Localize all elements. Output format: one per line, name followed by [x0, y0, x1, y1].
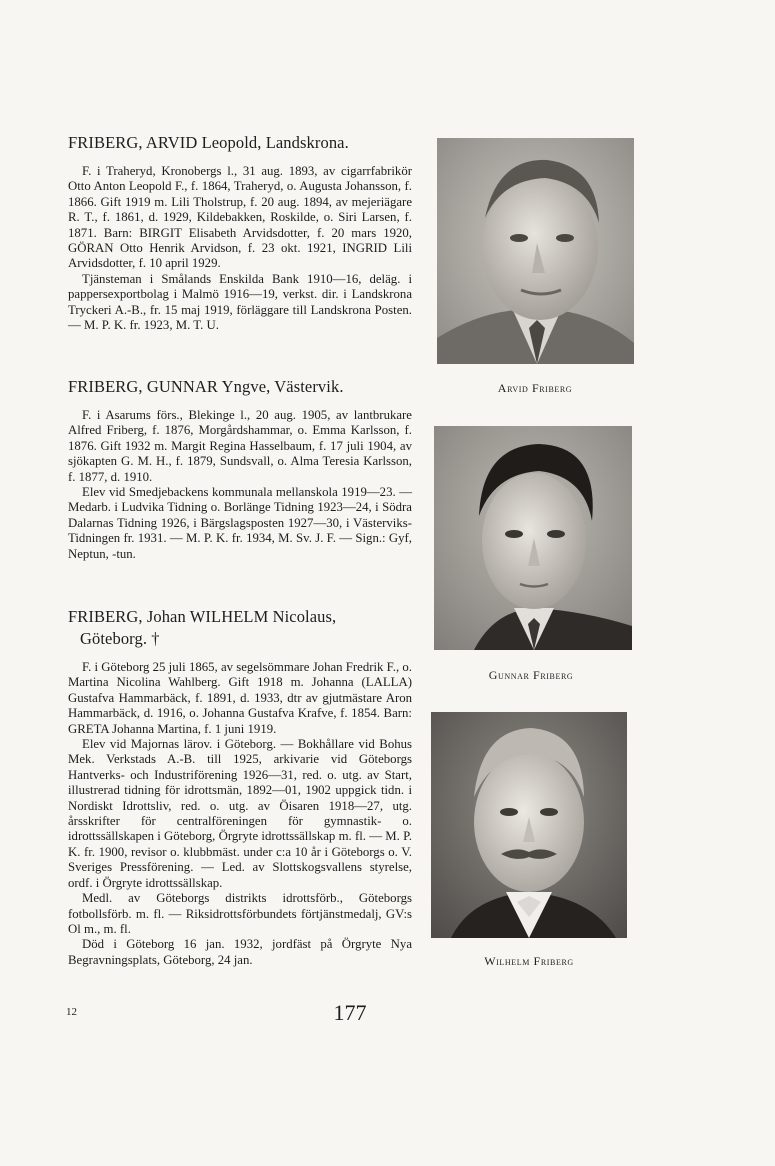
entry-paragraph: Död i Göteborg 16 jan. 1932, jordfäst på Örgryte Nya Begravningsplats, Göteborg, 24 jan. [68, 937, 412, 967]
entry-heading: FRIBERG, GUNNAR Yngve, Västervik. [68, 377, 344, 396]
entry-paragraph: Tjänsteman i Smålands Enskilda Bank 1910—16, deläg. i pappersexportbolag i Malmö 1916—19, verkst. dir. i Landskrona Tryckeri A.-B., fr. 15 maj 1919, förläggare till Landskrona Posten. — M. P. K. fr. 1923, M. T. U. [68, 271, 412, 333]
photo-caption: Gunnar Friberg [488, 668, 574, 682]
entry-paragraph: F. i Asarums förs., Blekinge l., 20 aug. 1905, av lantbrukare Alfred Friberg, f. 1876, Morgårdshammar, o. Emma Karlsson, f. 1876. Gift 1932 m. Margit Regina Hasselbaum, f. 17 juli 1904, av sjökapten G. M. H., f. 1879, Sundsvall, o. Alma Teresia Karlsson, f. 1877, d. 1910. [68, 408, 412, 484]
entry-arvid-friberg [64, 132, 412, 333]
page-number: 177 [333, 1000, 367, 1025]
portrait-photo-gunnar [434, 426, 632, 650]
signature-mark: 12 [66, 1006, 77, 1018]
entry-heading-continuation: Göteborg. † [80, 629, 160, 648]
portrait-photo-arvid [437, 138, 634, 364]
entry-paragraph: Elev vid Majornas lärov. i Göteborg. — Bokhållare vid Bohus Mek. Verkstads A.-B. till 1925, arkivarie vid Göteborgs Hantverks- och Industriförening 1926—31, red. o. utg. av Start, illustrerad tidning för idrottsmän, 1892—01, 1902 uppgick tidn. i Nordiskt Idrottsliv, red. o. utg. av Öisaren 1918—27, utg. årsskrifter för centralföreningen för gymnastik- o. idrottssällskapen i Göteborg, Örgryte idrottssällskap m. fl. — M. P. K. fr. 1900, revisor o. klubbmäst. under c:a 10 år i Göteborgs o. V. Sveriges Pressförening. — Led. av Slottskogsvallens styrelse, ordf. i Örgryte idrottssällskap. [68, 737, 412, 890]
entry-heading-line: FRIBERG, Johan WILHELM Nicolaus, [68, 607, 337, 626]
entry-heading [64, 606, 412, 650]
photo-caption: Wilhelm Friberg [484, 954, 574, 968]
photo-caption: Arvid Friberg [497, 381, 573, 395]
entry-paragraph: Medl. av Göteborgs distrikts idrottsförb., Göteborgs fotbollsförb. m. fl. — Riksidrottsförbundets förtjänstmedalj, GV:s Ol m., m. fl. [68, 891, 412, 936]
entry-gunnar-friberg [64, 376, 412, 562]
entry-paragraph: Elev vid Smedjebackens kommunala mellanskola 1919—23. — Medarb. i Ludvika Tidning o. Borlänge Tidning 1923—24, i Södra Dalarnas Tidning 1926, i Bärgslagsposten 1927—30, i Västerviks-Tidningen fr. 1931. — M. P. K. fr. 1934, M. Sv. J. F. — Sign.: Gyf, Neptun, -tun. [68, 485, 412, 561]
portrait-photo-wilhelm [431, 712, 627, 938]
entry-heading: FRIBERG, ARVID Leopold, Landskrona. [68, 133, 349, 152]
entry-wilhelm-friberg [64, 606, 412, 968]
entry-paragraph: F. i Göteborg 25 juli 1865, av segelsömmare Johan Fredrik F., o. Martina Nicolina Wahlberg. Gift 1918 m. Johanna (LALLA) Gustafva Hammarbäck, f. 1891, d. 1933, dtr av gjutmästare Aron Hammarbäck, d. 1916, o. Johanna Gustafva Krafve, f. 1854. Barn: GRETA Johanna Martina, f. 1 juni 1919. [68, 660, 412, 736]
entry-paragraph: F. i Traheryd, Kronobergs l., 31 aug. 1893, av cigarrfabrikör Otto Anton Leopold F., f. 1864, Traheryd, o. Augusta Johansson, f. 1866. Gift 1919 m. Lili Tholstrup, f. 20 aug. 1894, av mejeriägare R. T., f. 1861, d. 1929, Kildebakken, Roskilde, o. Siri Larsen, f. 1871. Barn: BIRGIT Elisabeth Arvidsdotter, f. 20 mars 1920, GÖRAN Otto Henrik Arvidson, f. 23 okt. 1921, INGRID Lili Arvidsdotter, f. 10 april 1929. [68, 164, 412, 271]
